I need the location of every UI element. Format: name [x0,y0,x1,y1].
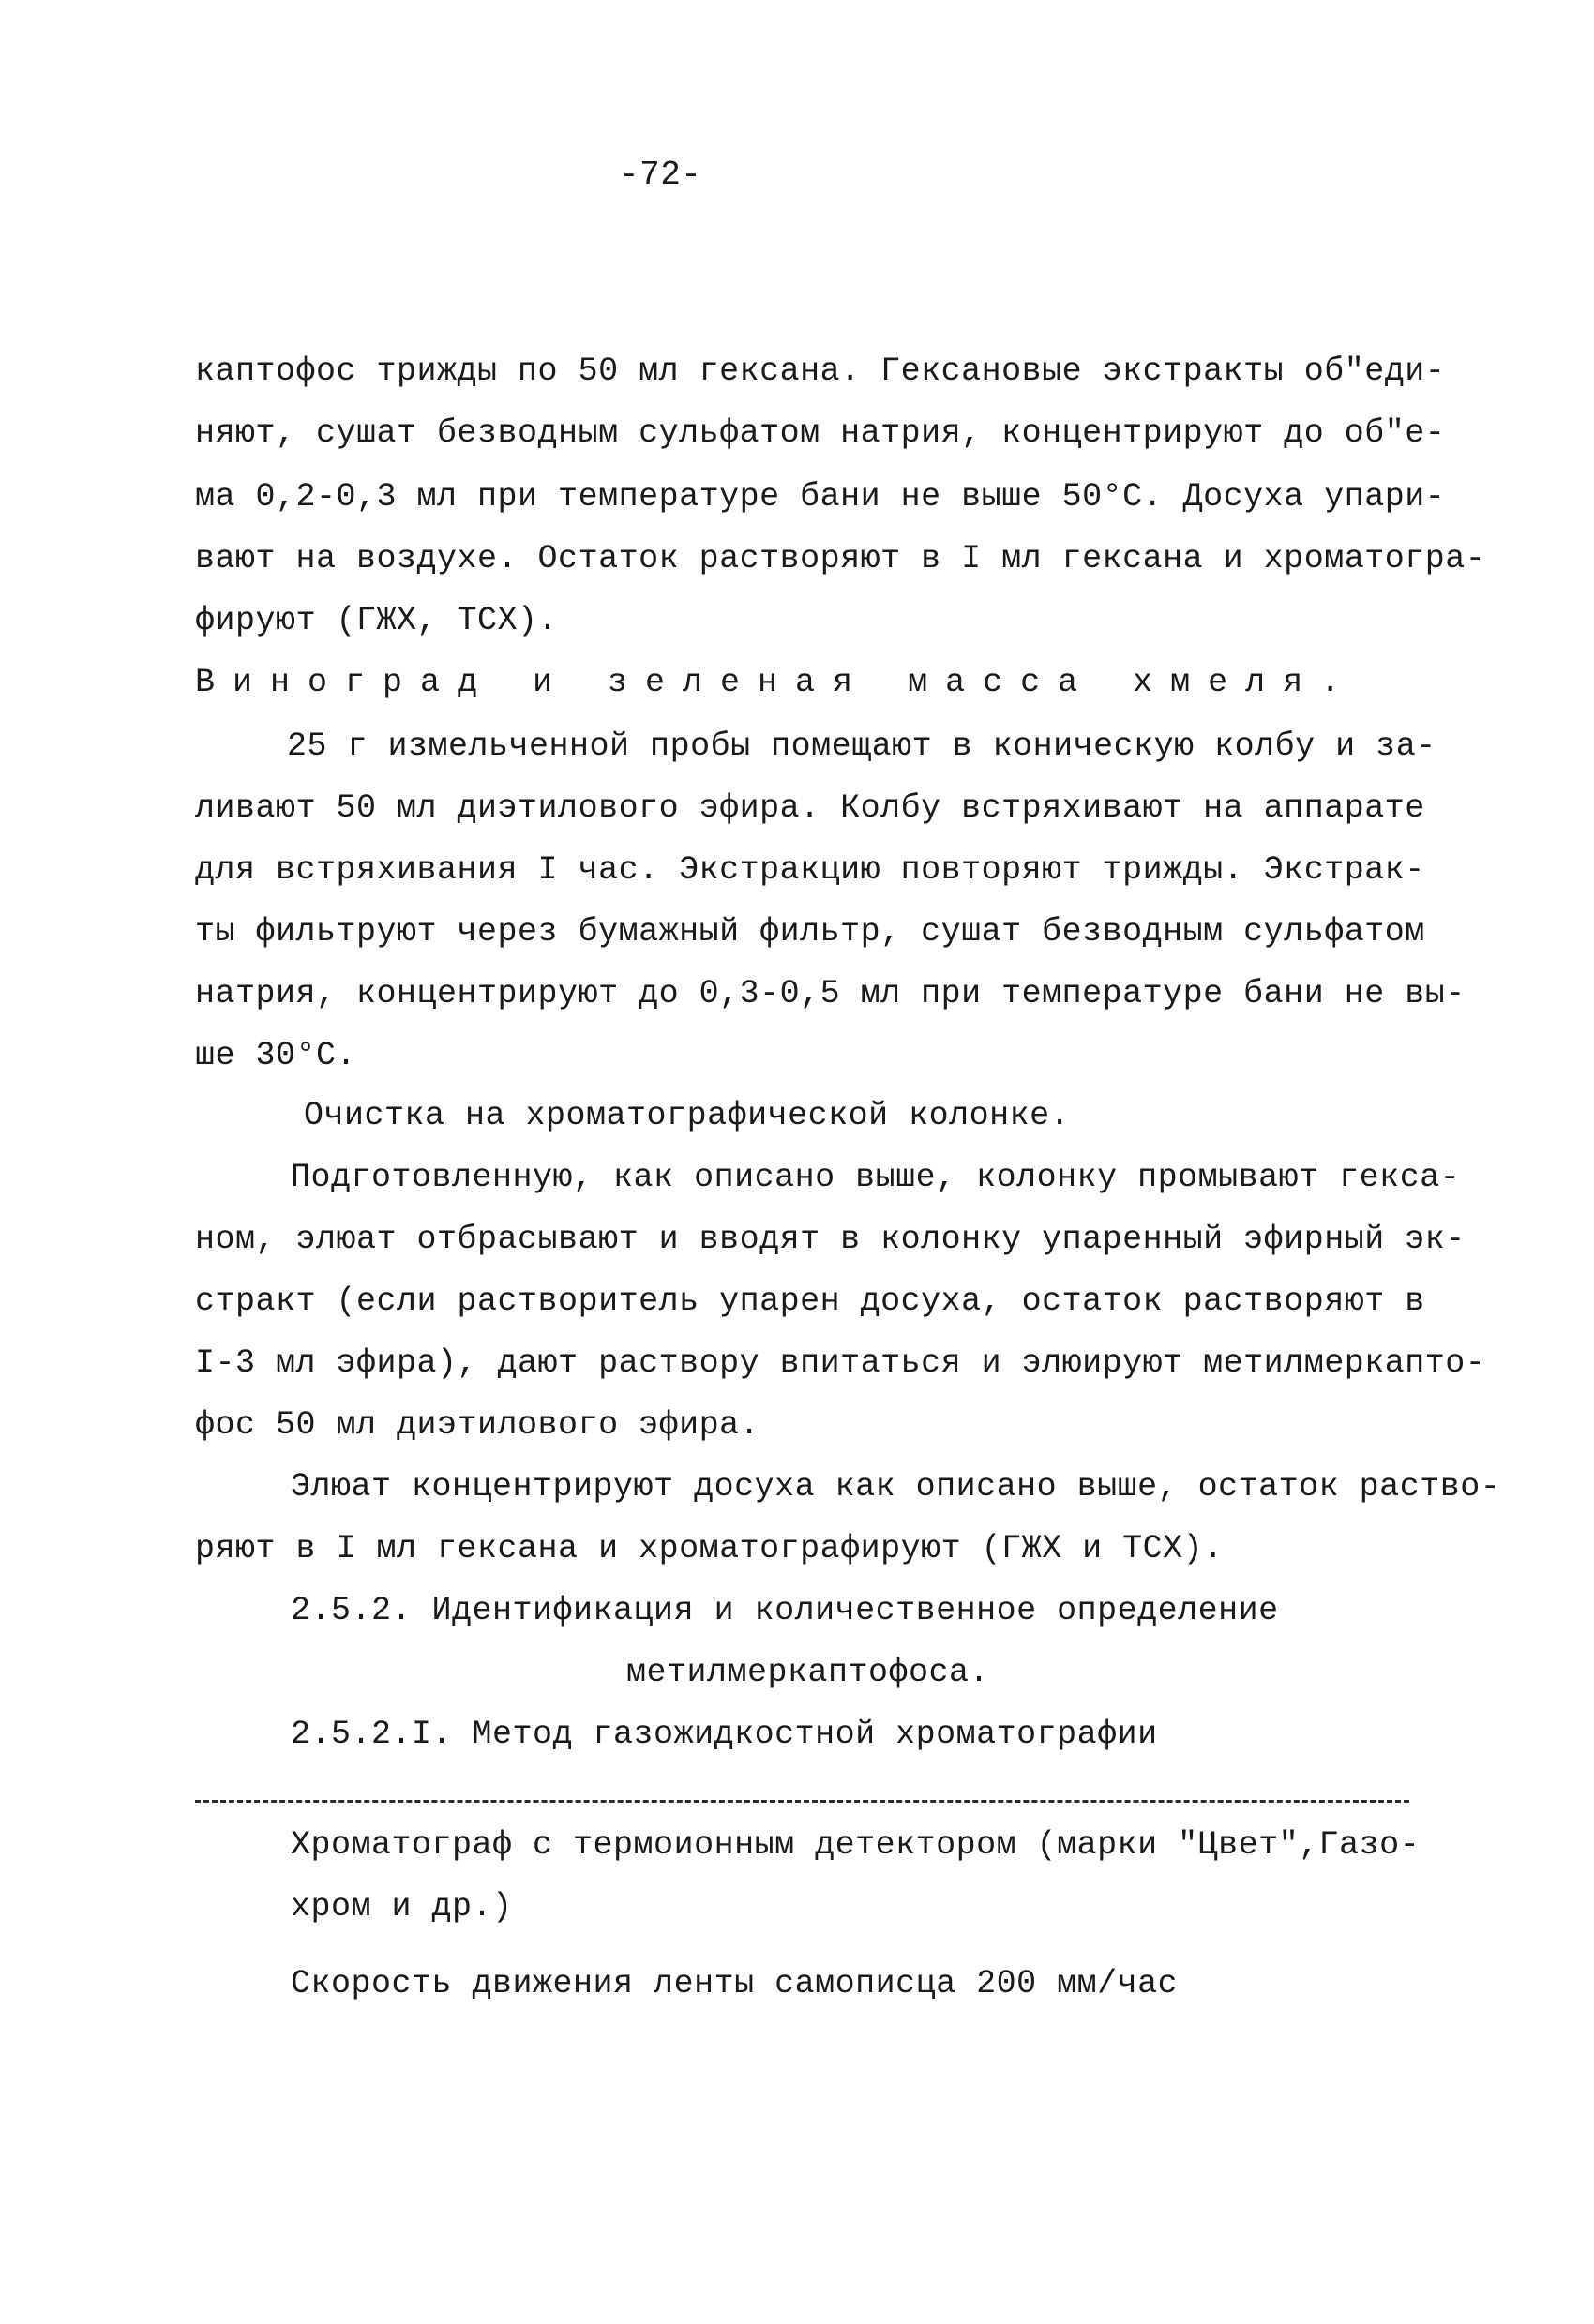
text-line: вают на воздухе. Остаток растворяют в I мл гексана и хроматогра- [195,540,1486,577]
text-line: Элюат концентрируют досуха как описано выше, остаток раство- [291,1468,1501,1506]
subheading-column-cleanup: Очистка на хроматографической колонке. [304,1097,1071,1134]
text-line: Подготовленную, как описано выше, колонку промывают гекса- [291,1159,1461,1196]
text-line: ма 0,2-0,3 мл при температуре бани не выше 50°С. Досуха упари- [195,478,1446,516]
equipment-line: хром и др.) [291,1888,513,1926]
text-line: фируют (ГЖХ, ТСХ). [195,602,559,639]
text-line: натрия, концентрируют до 0,3-0,5 мл при температуре бани не вы- [195,975,1466,1012]
text-line: ше 30°С. [195,1037,357,1074]
text-line: фос 50 мл диэтилового эфира. [195,1406,760,1444]
text-line: I-3 мл эфира), дают раствору впитаться и элюируют метилмеркапто- [195,1344,1486,1382]
equipment-line: Хроматограф с термоионным детектором (марки "Цвет",Газо- [291,1826,1421,1864]
text-line: ливают 50 мл диэтилового эфира. Колбу встряхивают на аппарате [195,789,1425,827]
text-line: ряют в I мл гексана и хроматографируют (ГЖХ и ТСХ). [195,1530,1224,1567]
text-line: ты фильтруют через бумажный фильтр, сушат безводным сульфатом [195,913,1425,951]
text-line: стракт (если растворитель упарен досуха, остаток растворяют в [195,1282,1425,1320]
text-line: для встряхивания I час. Экстракцию повторяют трижды. Экстрак- [195,851,1425,889]
text-line: няют, сушат безводным сульфатом натрия, концентрируют до об"е- [195,414,1446,452]
equipment-line: Скорость движения ленты самописца 200 мм/час [291,1965,1179,2002]
section-heading-grapes-hops: Виноград и зеленая масса хмеля. [195,664,1359,701]
text-line: каптофос трижды по 50 мл гексана. Гексановые экстракты об"еди- [195,352,1446,390]
text-line: 25 г измельченной пробы помещают в коническую колбу и за- [287,727,1436,765]
page-number: -72- [619,156,702,194]
text-line: ном, элюат отбрасывают и вводят в колонку упаренный эфирный эк- [195,1221,1466,1258]
dashed-separator [195,1800,1409,1803]
section-heading-2-5-2: 2.5.2. Идентификация и количественное определение [291,1592,1279,1629]
section-heading-2-5-2-cont: метилмеркаптофоса. [626,1654,990,1691]
section-heading-2-5-2-1: 2.5.2.I. Метод газожидкостной хроматографии [291,1716,1158,1753]
